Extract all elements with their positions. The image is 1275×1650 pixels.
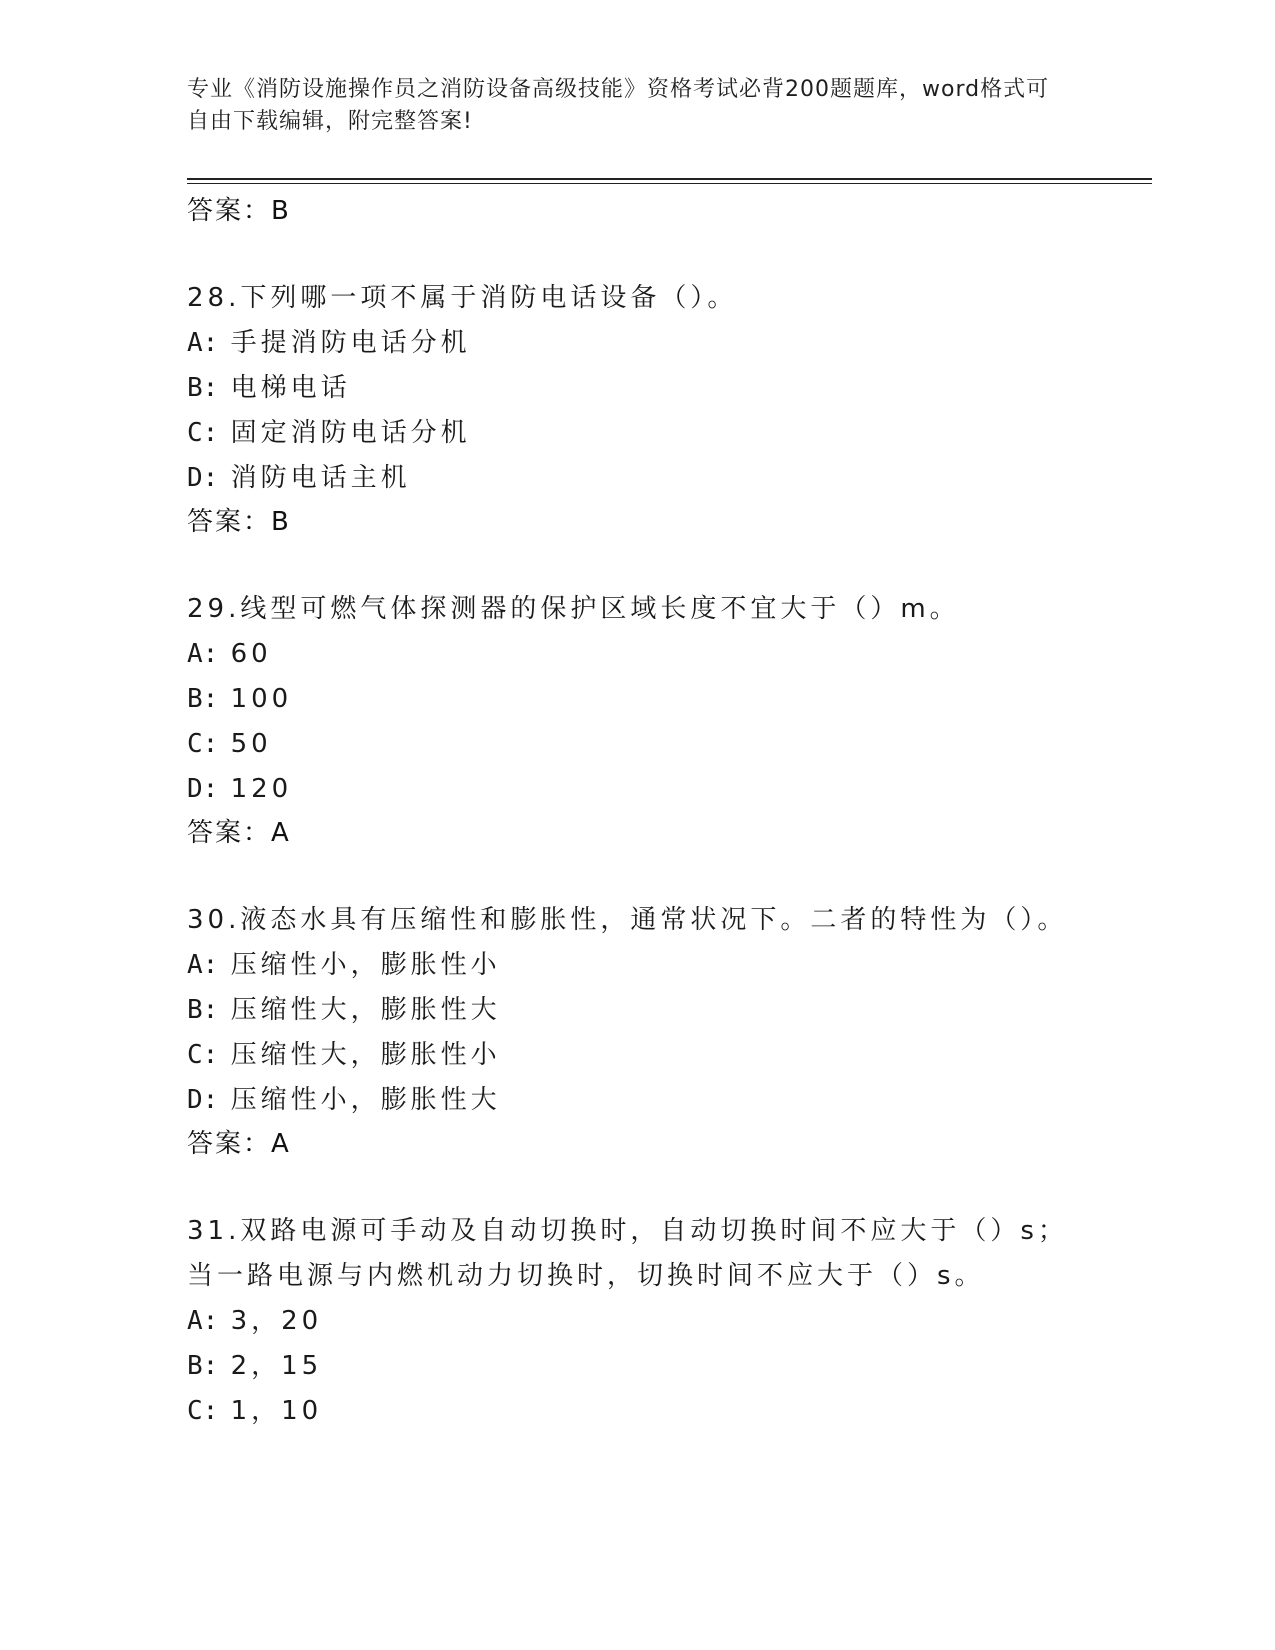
option-a (187, 1299, 1087, 1344)
question-list (187, 190, 1087, 1478)
option-text: 60 (230, 639, 272, 669)
option-text: 消防电话主机 (230, 463, 411, 493)
option-letter: A: (187, 639, 219, 669)
header-rule-thick (187, 178, 1152, 180)
option-text: 压缩性小，膨胀性小 (230, 950, 501, 980)
option-text: 100 (230, 684, 293, 714)
option-letter: C: (187, 418, 219, 448)
option-c (187, 411, 1087, 456)
option-d (187, 456, 1087, 501)
option-letter: D: (187, 463, 219, 493)
option-letter: B: (187, 1351, 219, 1381)
option-letter: C: (187, 729, 219, 759)
option-b (187, 1344, 1087, 1389)
option-b (187, 677, 1087, 722)
previous-answer: 答案：B (187, 196, 291, 226)
question-stem: 28.下列哪一项不属于消防电话设备（）。 (187, 283, 738, 313)
option-d (187, 1078, 1087, 1123)
question-stem: 29.线型可燃气体探测器的保护区域长度不宜大于（）m。 (187, 594, 960, 624)
option-text: 120 (230, 774, 293, 804)
header-rule-thin (187, 183, 1152, 184)
option-letter: C: (187, 1396, 219, 1426)
option-c (187, 1033, 1087, 1078)
option-text: 固定消防电话分机 (230, 418, 471, 448)
option-letter: B: (187, 684, 219, 714)
option-letter: A: (187, 1306, 219, 1336)
option-text: 电梯电话 (230, 373, 351, 403)
option-b (187, 988, 1087, 1033)
option-text: 2，15 (230, 1351, 323, 1381)
option-letter: A: (187, 950, 219, 980)
question-28 (187, 276, 1087, 543)
option-letter: C: (187, 1040, 219, 1070)
question-stem: 30.液态水具有压缩性和膨胀性，通常状况下。二者的特性为（）。 (187, 905, 1068, 935)
option-d (187, 767, 1087, 812)
question-31 (187, 1209, 1087, 1434)
answer-label: 答案：B (187, 507, 291, 537)
question-29 (187, 587, 1087, 854)
option-letter: D: (187, 1085, 219, 1115)
document-header: 专业《消防设施操作员之消防设备高级技能》资格考试必背200题题库，word格式可自由下载编辑，附完整答案! (187, 77, 1050, 134)
option-text: 压缩性大，膨胀性小 (230, 1040, 501, 1070)
answer-label: 答案：A (187, 818, 291, 848)
option-b (187, 366, 1087, 411)
option-a (187, 321, 1087, 366)
option-letter: B: (187, 995, 219, 1025)
option-a (187, 943, 1087, 988)
option-letter: A: (187, 328, 219, 358)
option-c (187, 722, 1087, 767)
question-stem: 31.双路电源可手动及自动切换时，自动切换时间不应大于（）s；当一路电源与内燃机动力切换时，切换时间不应大于（）s。 (187, 1216, 1068, 1291)
option-text: 3，20 (230, 1306, 323, 1336)
option-text: 1，10 (230, 1396, 323, 1426)
option-letter: B: (187, 373, 219, 403)
option-letter: D: (187, 774, 219, 804)
option-text: 手提消防电话分机 (230, 328, 471, 358)
option-text: 压缩性大，膨胀性大 (230, 995, 501, 1025)
answer-label: 答案：A (187, 1129, 291, 1159)
option-c (187, 1389, 1087, 1434)
question-30 (187, 898, 1087, 1165)
option-text: 压缩性小，膨胀性大 (230, 1085, 501, 1115)
option-a (187, 632, 1087, 677)
option-text: 50 (230, 729, 272, 759)
